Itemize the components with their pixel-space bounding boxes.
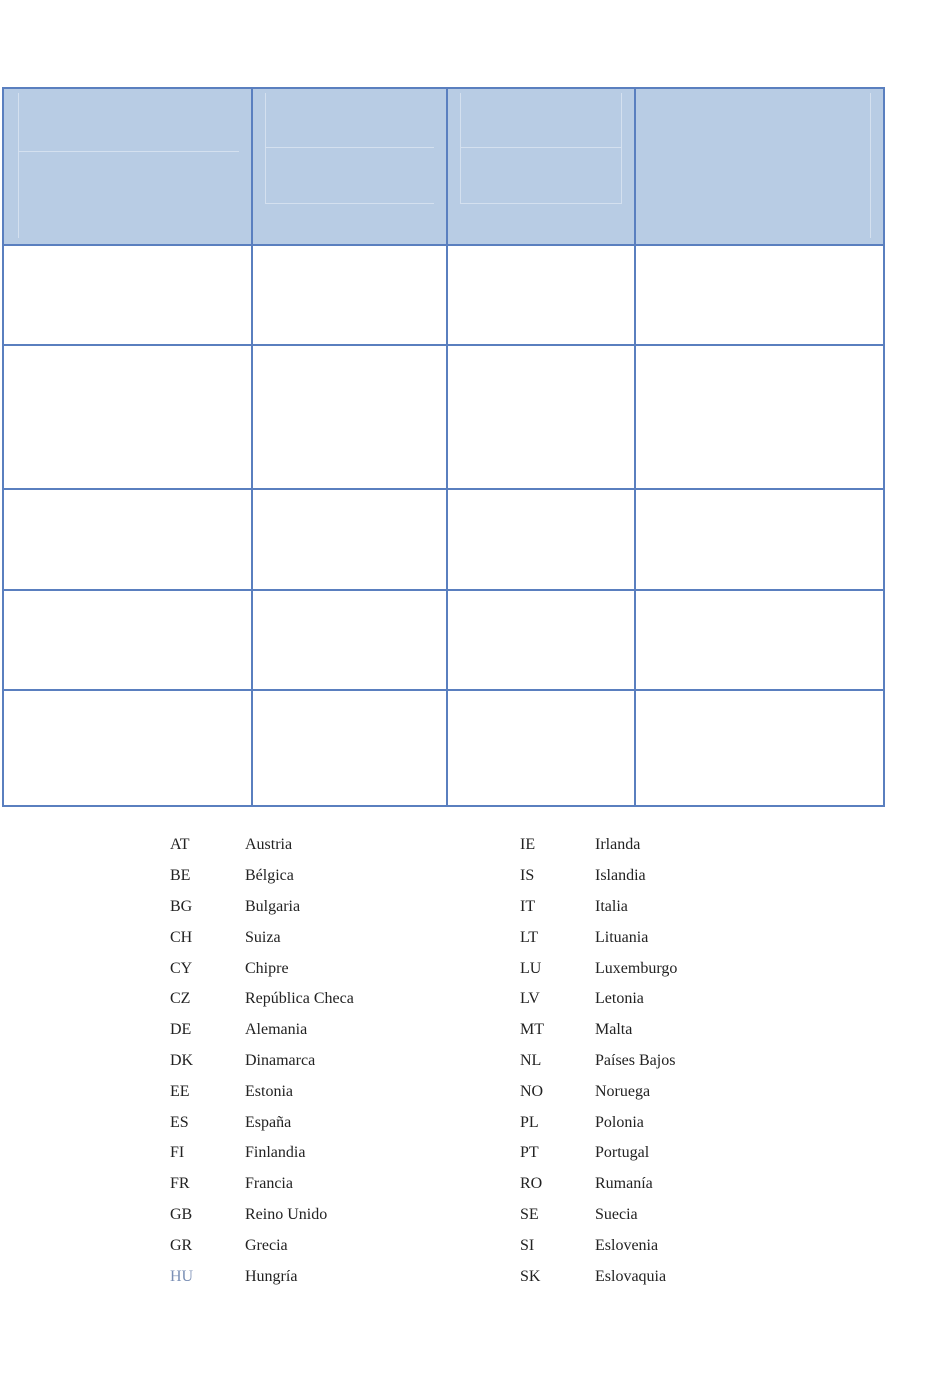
legend-row [520,984,677,1015]
country-code: IE [520,836,536,854]
country-code: GB [170,1205,193,1223]
country-name: Rumanía [595,1175,653,1193]
country-code: RO [520,1175,543,1193]
table-cell [3,345,252,489]
country-code: BE [170,867,191,885]
table-cell [3,489,252,590]
country-name: Bulgaria [245,897,301,915]
legend-column-right [520,830,677,1292]
country-name: Polonia [595,1113,644,1131]
legend-row [170,1046,354,1077]
table-cell [252,245,447,345]
country-name: Irlanda [595,836,641,854]
legend-row [170,1261,354,1292]
table-cell [447,690,635,806]
country-name: Portugal [595,1144,650,1162]
country-code: NL [520,1051,542,1069]
legend-row [520,1200,677,1231]
legend-row [520,1261,677,1292]
country-name: Luxemburgo [595,959,678,977]
legend-row [170,953,354,984]
country-code: CY [170,959,193,977]
legend-row [170,1015,354,1046]
country-name: Grecia [245,1236,288,1254]
table-cell [252,690,447,806]
country-name: España [245,1113,292,1131]
table-cell [252,489,447,590]
legend-row [520,830,677,861]
table-header-row [3,88,884,245]
country-code: IT [520,897,536,915]
table-row [3,590,884,690]
legend-row [170,861,354,892]
country-code: BG [170,897,193,915]
country-name: Finlandia [245,1144,306,1162]
country-name: Noruega [595,1082,651,1100]
country-code: HU [170,1267,194,1285]
legend-row [520,892,677,923]
table-cell [3,690,252,806]
country-name: Austria [245,836,293,854]
legend-row [170,1169,354,1200]
legend-row [520,861,677,892]
country-name: Islandia [595,867,646,885]
table-cell [3,590,252,690]
country-name: Bélgica [245,867,294,885]
country-code: AT [170,836,190,854]
empty-data-table [2,87,885,807]
country-code: PT [520,1144,539,1162]
country-code: DE [170,1021,192,1039]
header-cell-4 [635,88,884,245]
legend-row [170,1107,354,1138]
table-cell [635,690,884,806]
country-name: Hungría [245,1267,298,1285]
legend-row [520,1046,677,1077]
header-cell-2 [252,88,447,245]
table-row [3,489,884,590]
country-code: SK [520,1267,541,1285]
table-row [3,690,884,806]
table-cell [635,590,884,690]
country-name: Francia [245,1175,293,1193]
legend-row [520,1138,677,1169]
table-cell [252,345,447,489]
country-code: GR [170,1236,193,1254]
table-cell [635,345,884,489]
table-row [3,345,884,489]
table-cell [447,590,635,690]
country-code: EE [170,1082,190,1100]
country-code: NO [520,1082,544,1100]
country-name: Suiza [245,928,281,946]
country-name: Malta [595,1021,633,1039]
table-cell [447,345,635,489]
table-cell [635,245,884,345]
country-code: LT [520,928,539,946]
legend-column-left [170,830,354,1292]
country-code: DK [170,1051,194,1069]
legend-row [520,1107,677,1138]
country-code: LV [520,990,540,1008]
legend-row [170,1138,354,1169]
table-cell [252,590,447,690]
header-cell-3 [447,88,635,245]
legend-row [520,1169,677,1200]
country-code: ES [170,1113,189,1131]
country-code: SI [520,1236,535,1254]
country-code: FI [170,1144,185,1162]
legend-row [170,830,354,861]
legend-row [170,984,354,1015]
legend-row [520,1015,677,1046]
legend-row [520,922,677,953]
country-name: Estonia [245,1082,293,1100]
table-cell [635,489,884,590]
country-name: Italia [595,897,628,915]
country-name: Reino Unido [245,1205,328,1223]
country-name: República Checa [245,990,354,1008]
header-cell-1 [3,88,252,245]
country-code: CH [170,928,193,946]
country-name: Suecia [595,1205,638,1223]
legend-row [520,1230,677,1261]
legend-row [170,1076,354,1107]
country-name: Eslovenia [595,1236,659,1254]
country-code: IS [520,867,535,885]
legend-row [170,1230,354,1261]
country-name: Dinamarca [245,1051,316,1069]
legend-row [170,1200,354,1231]
table-cell [447,489,635,590]
country-code: SE [520,1205,539,1223]
country-name: Lituania [595,928,649,946]
country-code: PL [520,1113,539,1131]
country-name: Letonia [595,990,644,1008]
country-code: MT [520,1021,544,1039]
table-cell [3,245,252,345]
country-name: Países Bajos [595,1051,676,1069]
country-code: CZ [170,990,191,1008]
legend-row [170,922,354,953]
country-name: Alemania [245,1021,308,1039]
country-name: Eslovaquia [595,1267,667,1285]
legend-row [170,892,354,923]
table-cell [447,245,635,345]
legend-row [520,953,677,984]
legend-row [520,1076,677,1107]
country-name: Chipre [245,959,289,977]
table-row [3,245,884,345]
country-code: FR [170,1175,190,1193]
country-code: LU [520,959,542,977]
